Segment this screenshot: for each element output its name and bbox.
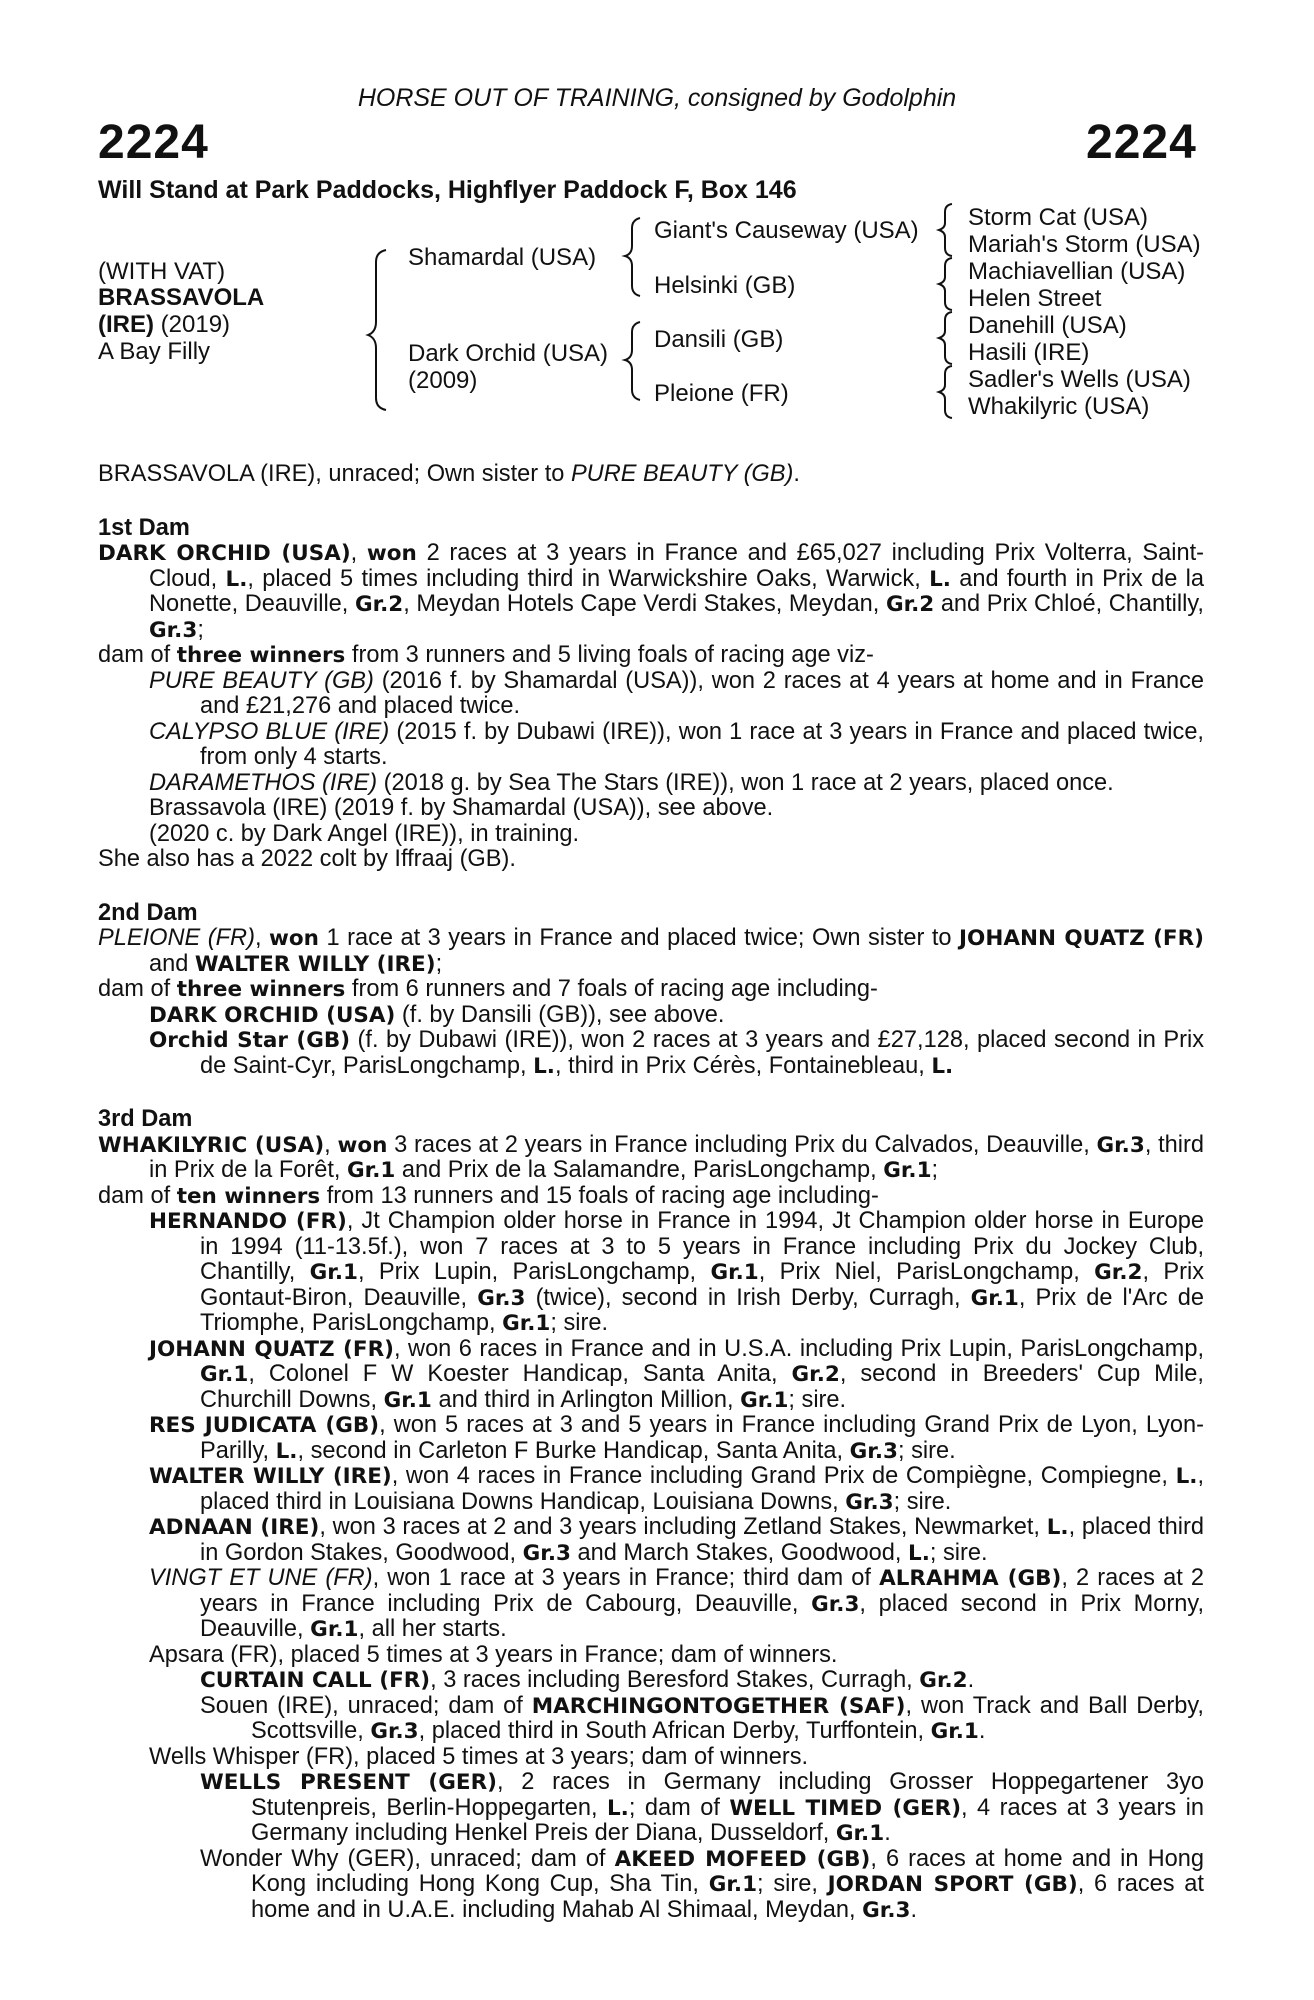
stand-location: Will Stand at Park Paddocks, Highflyer Paddock F, Box 146 [98, 176, 797, 204]
produce-entry [98, 1413, 1204, 1464]
vat-label: (WITH VAT) [98, 258, 226, 285]
text-run: , won 1 race at 3 years in France; third dam of [372, 1565, 880, 1591]
bold-run: Gr.1 [970, 1285, 1019, 1311]
bold-run: DARK ORCHID (USA) [149, 1002, 396, 1028]
text-run: and third in Arlington Million, [431, 1386, 741, 1413]
text-run: dam of [98, 642, 177, 668]
produce-entry [98, 1694, 1204, 1745]
text-run: , won 5 races at 3 and 5 years in France including Grand Prix de Lyon, Lyon-Parilly, [200, 1412, 1204, 1464]
text-run: ; sire. [550, 1310, 609, 1336]
bold-run: Gr.3 [522, 1540, 571, 1566]
ancestor-1: Storm Cat (USA) [968, 204, 1149, 231]
italic-run: CALYPSO BLUE (IRE) [149, 718, 390, 745]
text-run: and fourth in Prix de la Nonette, Deauville, [149, 565, 1204, 617]
text-run: ; sire. [897, 1437, 956, 1464]
bold-run: Gr.3 [149, 617, 198, 643]
bold-run: L. [533, 1053, 555, 1079]
text-run: from 6 runners and 7 foals of racing age including- [345, 976, 878, 1002]
ancestor-5: Danehill (USA) [968, 312, 1127, 339]
ancestor-6: Hasili (IRE) [968, 339, 1090, 366]
bold-run: Gr.3 [862, 1897, 911, 1923]
bold-run: L. [929, 566, 951, 592]
horse-description: A Bay Filly [98, 338, 211, 365]
text-run: (2020 c. by Dark Angel (IRE)), in training. [149, 820, 580, 847]
text-run: dam of [98, 976, 177, 1002]
ancestor-2: Mariah's Storm (USA) [968, 231, 1201, 258]
summary-end: . [793, 461, 800, 487]
dam-name: Dark Orchid (USA) [408, 340, 609, 367]
bold-run: Gr.2 [885, 592, 935, 617]
bold-run: Gr.1 [883, 1158, 932, 1183]
text-run: , placed third in Gordon Stakes, Goodwood, [200, 1514, 1204, 1566]
text-run: , 6 races at home and in U.A.E. including Mahab Al Shimaal, Meydan, [251, 1871, 1204, 1923]
bold-run: RES JUDICATA (GB) [149, 1413, 380, 1438]
ancestor-4: Helen Street [968, 285, 1102, 312]
text-run: , placed second in Prix Morny, Deauville, [200, 1590, 1204, 1642]
ancestor-3: Machiavellian (USA) [968, 258, 1186, 285]
bold-run: L. [931, 1053, 954, 1079]
text-run: , 6 races at home and in Hong Kong including Hong Kong Cup, Sha Tin, [251, 1845, 1204, 1897]
first-dam-also: She also has a 2022 colt by Iffraaj (GB). [98, 846, 516, 872]
bold-run: Gr.1 [835, 1821, 885, 1846]
horse-name: BRASSAVOLA [98, 284, 265, 311]
produce-entry [98, 796, 1204, 822]
text-run: ; sire. [893, 1488, 952, 1515]
bold-run: Orchid Star (GB) [149, 1028, 351, 1053]
sire-name: Shamardal (USA) [408, 244, 597, 271]
produce-entry [98, 1028, 1204, 1079]
italic-run: PLEIONE (FR) [98, 925, 255, 951]
bold-run: Gr.3 [849, 1438, 898, 1464]
text-run: , [350, 540, 367, 566]
text-run: , Prix Niel, ParisLongchamp, [758, 1259, 1095, 1285]
summary-text: BRASSAVOLA (IRE), unraced; Own sister to [98, 461, 571, 487]
italic-run: PURE BEAUTY (GB) [149, 667, 374, 694]
first-dam-dam-of [98, 643, 1204, 669]
bold-run: Gr.1 [930, 1719, 979, 1744]
text-run: (2015 f. by Dubawi (IRE)), won 1 race at 3 years in France and placed twice, from only 4 starts. [200, 718, 1204, 770]
bold-run: L. [1046, 1515, 1069, 1540]
bold-run: WELL TIMED (GER) [729, 1795, 962, 1821]
text-run: and Prix Chloé, Chantilly, [934, 591, 1204, 617]
text-run: , 2 races at 2 years in France including Prix de Cabourg, Deauville, [200, 1565, 1204, 1617]
bold-run: WELLS PRESENT (GER) [200, 1770, 497, 1795]
bold-run: JOHANN QUATZ (FR) [959, 926, 1204, 951]
produce-entry [98, 1668, 1204, 1694]
produce-entry [98, 1337, 1204, 1414]
produce-entry [98, 1515, 1204, 1566]
sire-sire: Giant's Causeway (USA) [654, 217, 919, 244]
consignment-line: HORSE OUT OF TRAINING, consigned by Godolphin [357, 84, 957, 112]
bold-run: L. [275, 1438, 298, 1464]
text-run: Souen (IRE), unraced; dam of [200, 1692, 532, 1719]
bold-run: Gr.1 [200, 1362, 249, 1387]
bold-run: Gr.2 [354, 592, 404, 617]
bold-run: L. [225, 566, 248, 592]
lot-number-left: 2224 [98, 116, 209, 169]
first-dam-main [98, 541, 1204, 643]
produce-entry [98, 1209, 1204, 1337]
text-run: (twice), second in Irish Derby, Curragh, [525, 1284, 971, 1311]
brace-g-3 [939, 312, 952, 364]
text-run: , won Track and Ball Derby, Scottsville, [251, 1692, 1204, 1744]
produce-entry [98, 822, 1204, 848]
second-dam-produce [98, 1003, 1204, 1080]
text-run: , [254, 925, 270, 951]
text-run: . [884, 1820, 891, 1846]
bold-run: Gr.2 [1094, 1260, 1143, 1285]
text-run: ; sire, [757, 1871, 828, 1897]
text-run: . [967, 1667, 975, 1693]
text-run: ; sire. [788, 1386, 847, 1413]
dam-sire: Dansili (GB) [654, 326, 784, 353]
text-run: . [978, 1718, 986, 1744]
bold-run: three winners [176, 977, 346, 1002]
text-run: , 3 races including Beresford Stakes, Curragh, [430, 1667, 920, 1693]
lot-number-right: 2224 [1086, 116, 1197, 169]
text-run: and March Stakes, Goodwood, [570, 1539, 909, 1566]
bold-run: Gr.3 [845, 1489, 894, 1515]
produce-entry [98, 1770, 1204, 1847]
text-run: , 2 races in Germany including Grosser Hoppegartener 3yo Stutenpreis, Berlin-Hoppegarten, [251, 1769, 1204, 1821]
brace-g-4 [939, 366, 952, 418]
text-run: ; [435, 950, 443, 977]
produce-entry [98, 1745, 1204, 1771]
bold-run: L. [908, 1540, 930, 1566]
brace-dam [625, 322, 640, 400]
text-run: from 13 runners and 15 foals of racing age including- [320, 1182, 879, 1209]
text-run: Wells Whisper (FR), placed 5 times at 3 years; dam of winners. [149, 1743, 809, 1770]
brace-sire [625, 218, 640, 296]
bold-run: L. [606, 1795, 629, 1821]
first-dam-heading: 1st Dam [98, 514, 190, 541]
bold-run: Gr.1 [710, 1260, 759, 1285]
text-run: , Colonel F W Koester Handicap, Santa Anita, [248, 1361, 792, 1387]
brace-g-1 [939, 204, 952, 256]
bold-run: Gr.2 [791, 1362, 840, 1387]
text-run: , [324, 1131, 338, 1158]
horse-year: (2019) [154, 311, 231, 338]
italic-run: DARAMETHOS (IRE) [149, 769, 378, 796]
text-run: , won 3 races at 2 and 3 years including Zetland Stakes, Newmarket, [319, 1514, 1047, 1540]
text-run: , all her starts. [358, 1616, 507, 1642]
bold-run: MARCHINGONTOGETHER (SAF) [531, 1693, 906, 1719]
first-dam-section [98, 516, 1204, 873]
bold-run: WALTER WILLY (IRE) [194, 951, 436, 977]
text-run: 1 race at 3 years in France and placed twice; Own sister to [318, 925, 960, 951]
bold-run: WHAKILYRIC (USA) [98, 1132, 325, 1158]
brace-main [368, 250, 386, 410]
text-run: , placed third in Louisiana Downs Handicap, Louisiana Downs, [200, 1463, 1204, 1515]
text-run: and Prix de la Salamandre, ParisLongchamp, [395, 1157, 884, 1183]
produce-entry [98, 669, 1204, 720]
italic-run: VINGT ET UNE (FR) [149, 1565, 373, 1591]
bold-run: Gr.1 [708, 1872, 758, 1897]
text-run: , third in Prix de la Forêt, [149, 1131, 1204, 1183]
text-run: , placed third in South African Derby, Turffontein, [418, 1718, 931, 1744]
text-run: ; [197, 616, 204, 643]
text-run: , Jt Champion older horse in France in 1994, Jt Champion older horse in Europe in 1994 (11-13.5f.), won 7 races at 3 to 5 years in France including Prix du Jockey Club, Chantilly, [200, 1208, 1204, 1285]
bold-run: ADNAAN (IRE) [149, 1515, 320, 1540]
produce-entry [98, 720, 1204, 771]
text-run: dam of [98, 1182, 177, 1209]
text-run: ; [931, 1157, 939, 1183]
text-run: from 3 runners and 5 living foals of racing age viz- [345, 642, 874, 668]
text-run: . [910, 1896, 918, 1923]
horse-country: (IRE) [98, 311, 154, 338]
produce-entry [98, 1566, 1204, 1643]
second-dam-heading: 2nd Dam [98, 899, 198, 926]
text-run: Apsara (FR), placed 5 times at 3 years in France; dam of winners. [149, 1641, 838, 1668]
bold-run: JOHANN QUATZ (FR) [149, 1336, 394, 1362]
summary-line [98, 462, 1204, 488]
bold-run: Gr.1 [309, 1260, 358, 1285]
text-run: , won 6 races in France and in U.S.A. including Prix Lupin, ParisLongchamp, [393, 1335, 1204, 1362]
bold-run: WALTER WILLY (IRE) [149, 1464, 392, 1489]
brace-g-2 [939, 258, 952, 310]
text-run: , Prix Gontaut-Biron, Deauville, [200, 1259, 1204, 1311]
bold-run: Gr.1 [502, 1311, 551, 1336]
second-dam-main [98, 926, 1204, 977]
text-run: (f. by Dubawi (IRE)), won 2 races at 3 years and £27,128, placed second in Prix de Saint-Cyr, ParisLongchamp, [200, 1027, 1204, 1079]
bold-run: won [269, 926, 319, 951]
ancestor-7: Sadler's Wells (USA) [968, 366, 1191, 393]
text-run: 2 races at 3 years in France and £65,027 including Prix Volterra, Saint-Cloud, [149, 540, 1204, 592]
bold-run: Gr.1 [347, 1158, 396, 1183]
bold-run: won [337, 1132, 388, 1158]
text-run: (2018 g. by Sea The Stars (IRE)), won 1 race at 2 years, placed once. [377, 769, 1114, 796]
bold-run: HERNANDO (FR) [149, 1209, 347, 1234]
text-run: and [149, 950, 195, 977]
text-run: (2016 f. by Shamardal (USA)), won 2 races at 4 years at home and in France and £21,276 and placed twice. [200, 667, 1205, 719]
catalogue-body [98, 462, 1204, 1923]
produce-entry [98, 1847, 1204, 1924]
text-run: Wonder Why (GER), unraced; dam of [200, 1845, 615, 1872]
summary-sister: PURE BEAUTY (GB) [570, 461, 794, 487]
produce-entry [98, 771, 1204, 797]
sire-dam: Helsinki (GB) [654, 272, 796, 299]
bold-run: Gr.1 [310, 1617, 359, 1642]
third-dam-section [98, 1107, 1204, 1923]
bold-run: L. [1175, 1464, 1198, 1489]
text-run: , Prix Lupin, ParisLongchamp, [357, 1259, 711, 1285]
text-run: 3 races at 2 years in France including Prix du Calvados, Deauville, [387, 1131, 1097, 1158]
bold-run: DARK ORCHID (USA) [98, 541, 351, 566]
text-run: , Meydan Hotels Cape Verdi Stakes, Meydan, [403, 591, 886, 617]
second-dam-section [98, 901, 1204, 1080]
produce-entry [98, 1464, 1204, 1515]
bold-run: three winners [176, 643, 346, 668]
bold-run: AKEED MOFEED (GB) [614, 1846, 871, 1872]
text-run: ; dam of [628, 1794, 730, 1821]
text-run: Brassavola (IRE) (2019 f. by Shamardal (USA)), see above. [149, 795, 774, 821]
bold-run: won [366, 541, 417, 566]
text-run: , second in Breeders' Cup Mile, Churchill Downs, [200, 1361, 1204, 1413]
first-dam-produce [98, 669, 1204, 848]
bold-run: Gr.2 [919, 1668, 968, 1693]
bold-run: Gr.3 [1096, 1132, 1145, 1158]
bold-run: Gr.3 [477, 1285, 526, 1311]
text-run: , Prix de l'Arc de Triomphe, ParisLongchamp, [200, 1284, 1204, 1336]
text-run: , won 4 races in France including Grand Prix de Compiègne, Compiegne, [391, 1463, 1176, 1489]
text-run: , 4 races at 3 years in Germany including Henkel Preis der Diana, Dusseldorf, [251, 1794, 1204, 1846]
third-dam-produce [98, 1209, 1204, 1923]
dam-dam: Pleione (FR) [654, 380, 789, 407]
text-run: , third in Prix Cérès, Fontainebleau, [554, 1052, 932, 1079]
bold-run: CURTAIN CALL (FR) [200, 1668, 431, 1693]
bold-run: Gr.3 [370, 1719, 419, 1744]
produce-entry [98, 1643, 1204, 1669]
text-run: ; sire. [929, 1539, 988, 1566]
bold-run: JORDAN SPORT (GB) [827, 1872, 1078, 1897]
bold-run: Gr.3 [811, 1591, 860, 1617]
third-dam-dam-of [98, 1184, 1204, 1210]
text-run: , placed 5 times including third in Warwickshire Oaks, Warwick, [247, 565, 930, 592]
bold-run: Gr.1 [383, 1387, 432, 1413]
dam-year: (2009) [408, 367, 478, 394]
bold-run: Gr.1 [740, 1387, 789, 1413]
ancestor-8: Whakilyric (USA) [968, 393, 1150, 420]
third-dam-heading: 3rd Dam [98, 1106, 193, 1132]
third-dam-main [98, 1133, 1204, 1184]
text-run: (f. by Dansili (GB)), see above. [395, 1001, 725, 1028]
produce-entry [98, 1003, 1204, 1029]
text-run: , second in Carleton F Burke Handicap, Santa Anita, [297, 1437, 850, 1464]
bold-run: ten winners [176, 1183, 321, 1209]
second-dam-dam-of [98, 977, 1204, 1003]
bold-run: ALRAHMA (GB) [879, 1566, 1062, 1591]
